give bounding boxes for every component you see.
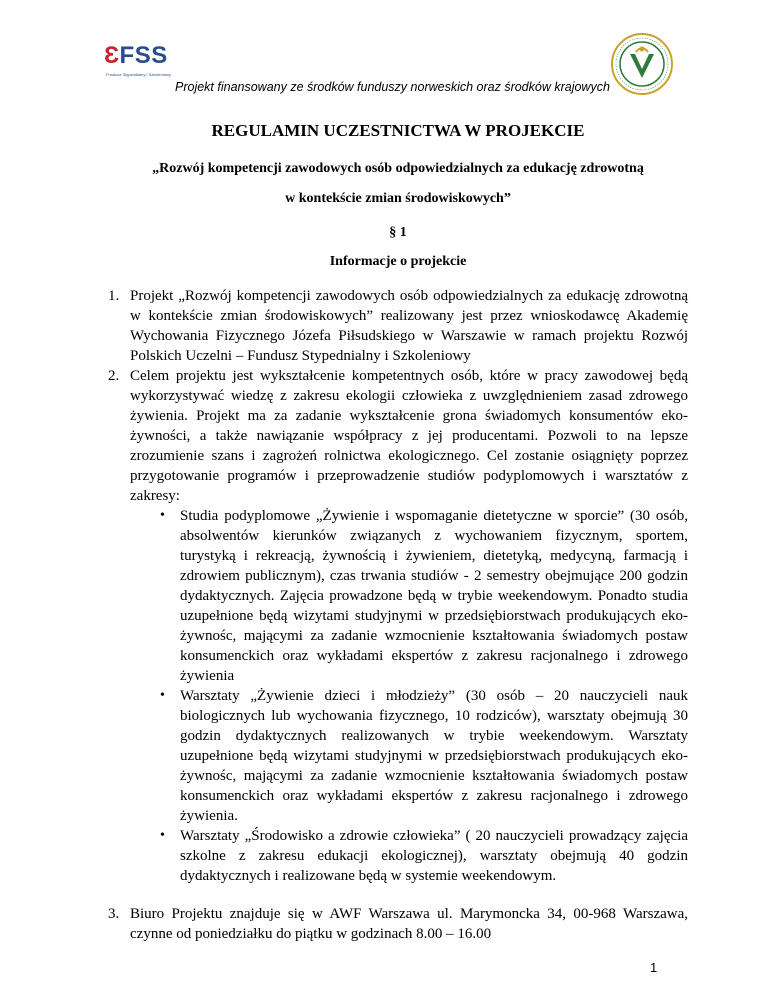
fss-logo-mark: ƐFSS xyxy=(104,42,168,69)
page-number: 1 xyxy=(650,960,658,975)
numbered-list xyxy=(108,286,688,944)
bullet-icon: • xyxy=(160,508,165,523)
list-item-text: Projekt „Rozwój kompetencji zawodowych osób odpowiedzialnych za edukację zdrowotną w kontekście zmian środowiskowych” realizowany jest przez wnioskodawcę Akademię Wychowania Fizycznego Józefa Piłsudskiego w Warszawie w ramach projektu Rozwój Polskich Uczelni – Fundusz Stypednialny i Szkoleniowy xyxy=(130,288,688,364)
bullet-icon: • xyxy=(160,688,165,703)
page-header xyxy=(0,0,768,112)
bullet-text: Warsztaty „Żywienie dzieci i młodzieży” (30 osób – 20 nauczycieli nauk biologicznych lub wychowania fizycznego, 10 rodziców), warsztaty obejmują 30 godzin dydaktycznych realizowanych w trybie weekendowym. Warsztaty uzupełnione będą wizytami studyjnymi w przedsiębiorstwach produkujących eko-żywnośc, mającymi za zadanie wzmocnienie kształtowania świadomych postaw konsumenckich oraz wykładami ekspertów z zakresu racjonalnego i zdrowego żywienia. xyxy=(180,688,688,824)
document-title: REGULAMIN UCZESTNICTWA W PROJEKCIE xyxy=(211,121,585,140)
fss-logo-subtitle: Fundusz Stypendialny i Szkoleniowy xyxy=(106,72,171,77)
bullet-item xyxy=(158,686,688,826)
awf-seal-logo xyxy=(610,32,674,96)
bullet-text: Warsztaty „Środowisko a zdrowie człowieka” ( 20 nauczycieli prowadzący zajęcia szkolne z zakresu edukacji ekologicznej), warsztaty obejmują 40 godzin dydaktycznych i realizowane będą w systemie weekendowym. xyxy=(180,828,688,884)
list-item-number: 2. xyxy=(108,368,120,384)
document-subtitle-line1: „Rozwój kompetencji zawodowych osób odpowiedzialnych za edukację zdrowotną xyxy=(152,161,644,176)
section-title: Informacje o projekcie xyxy=(329,254,467,269)
bullet-list xyxy=(130,506,688,886)
list-item-text: Biuro Projektu znajduje się w AWF Warszawa ul. Marymoncka 34, 00-968 Warszawa, czynne od poniedziałku do piątku w godzinach 8.00 – 16.00 xyxy=(130,906,688,942)
section-sign: § 1 xyxy=(389,225,407,240)
list-item-number: 3. xyxy=(108,906,120,922)
bullet-item xyxy=(158,826,688,886)
list-item xyxy=(108,904,688,944)
bullet-text: Studia podyplomowe „Żywienie i wspomaganie dietetyczne w sporcie” (30 osób, absolwentów kierunków związanych z wychowaniem fizycznym, sportem, turystyką i rekreacją, żywnością i żywieniem, dietetyką, medycyną, farmacją i zdrowiem publicznym), czas trwania studiów - 2 semestry obejmujące 200 godzin dydaktycznych. Zajęcia prowadzone będą w trybie weekendowym. Ponadto studia uzupełnione będą wizytami studyjnymi w przedsiębiorstwach produkujących eko-żywnośc, mającymi za zadanie wzmocnienie kształtowania świadomych postaw konsumenckich oraz wykładami ekspertów z zakresu racjonalnego i zdrowego żywienia xyxy=(180,508,688,684)
list-item-text: Celem projektu jest wykształcenie kompetentnych osób, które w pracy zawodowej będą wykorzystywać wiedzę z zakresu ekologii człowieka z uwzględnieniem zasad zdrowego żywienia. Projekt ma za zadanie wykształcenie grona świadomych konsumentów eko-żywności, a także nawiązanie współpracy z jej producentami. Pozwoli to na lepsze zrozumienie szans i zagrożeń rolnictwa ekologicznego. Cel zostanie osiągnięty poprzez przygotowanie programów i przeprowadzenie studiów podyplomowych i warsztatów z zakresy: xyxy=(130,368,688,504)
list-item xyxy=(108,286,688,366)
fss-logo xyxy=(104,42,184,88)
document-body xyxy=(108,120,688,944)
document-subtitle-line2: w kontekście zmian środowiskowych” xyxy=(285,191,511,206)
header-tagline: Projekt finansowany ze środków funduszy norweskich oraz środków krajowych xyxy=(175,80,610,94)
list-item xyxy=(108,366,688,904)
bullet-icon: • xyxy=(160,828,165,843)
list-item-number: 1. xyxy=(108,288,120,304)
bullet-item xyxy=(158,506,688,686)
